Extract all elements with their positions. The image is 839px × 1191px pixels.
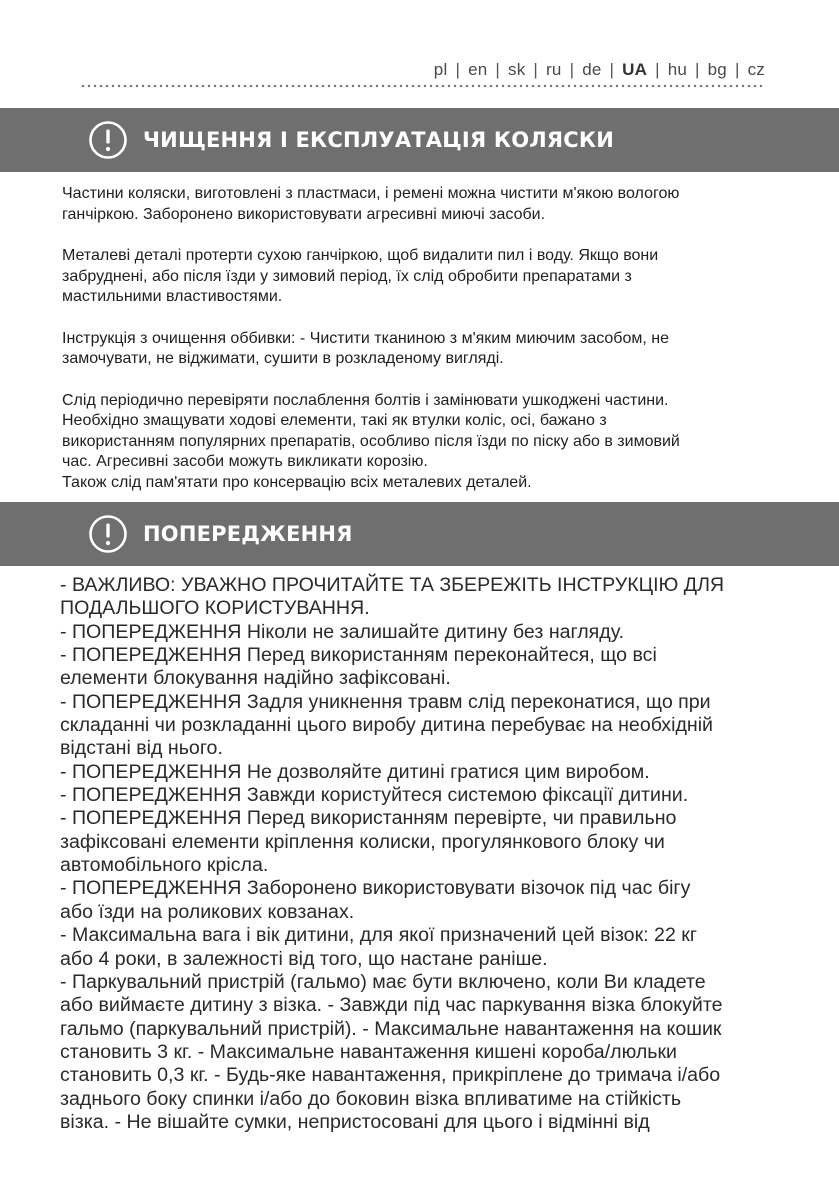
text-line: Необхідно змащувати ходові елементи, такі як втулки коліс, осі, бажано з	[62, 412, 607, 429]
language-separator: |	[569, 60, 575, 79]
language-separator: |	[533, 60, 539, 79]
text-line: складанні чи розкладанні цього виробу дитина перебуває на необхідній	[60, 714, 714, 737]
language-en[interactable]: en	[468, 60, 488, 79]
text-line: час. Агресивні засоби можуть викликати корозію.	[62, 453, 428, 470]
text-line: - ПОПЕРЕДЖЕННЯ Заборонено використовувати візочок під час бігу	[60, 877, 691, 900]
section-title-cleaning: ЧИЩЕННЯ І ЕКСПЛУАТАЦІЯ КОЛЯСКИ	[143, 128, 615, 152]
paragraph	[62, 391, 778, 494]
text-line: ганчіркою. Заборонено використовувати агресивні миючі засоби.	[62, 205, 546, 223]
text-line: або 4 роки, в залежності від того, що настане раніше.	[60, 947, 548, 970]
text-line: - Максимальна вага і вік дитини, для якої призначений цей візок: 22 кг	[60, 924, 697, 947]
language-separator: |	[455, 60, 461, 79]
cleaning-text	[62, 184, 778, 514]
text-line: заднього боку спинки і/або до боковин візка впливатиме на стійкість	[60, 1087, 682, 1110]
text-line: забруднені, або після їзди у зимовий період, їх слід обробити препаратами з	[62, 267, 632, 285]
text-line: використанням популярних препаратів, особливо після їзди по піску або в зимовий	[62, 432, 680, 450]
text-line: Металеві деталі протерти сухою ганчіркою, щоб видалити пил і воду. Якщо вони	[62, 247, 659, 264]
text-line: Слід періодично перевіряти послаблення болтів і замінювати ушкоджені частини.	[62, 391, 669, 409]
text-line: - ПОПЕРЕДЖЕННЯ Завжди користуйтеся системою фіксації дитини.	[60, 784, 689, 807]
text-line: Інструкція з очищення оббивки: - Чистити тканиною з м'яким миючим засобом, не	[62, 329, 669, 347]
text-line: - ПОПЕРЕДЖЕННЯ Перед використанням переконайтеся, що всі	[60, 644, 657, 667]
language-separator: |	[609, 60, 615, 79]
text-line: відстані від нього.	[60, 737, 223, 760]
language-selector	[434, 60, 765, 80]
dotted-divider	[80, 84, 766, 88]
text-line: Також слід пам'ятати про консервацію всіх металевих деталей.	[62, 473, 532, 491]
language-separator: |	[695, 60, 700, 79]
text-line: мастильними властивостями.	[62, 288, 283, 305]
text-line: становить 3 кг. - Максимальне навантаження кишені короба/люльки	[60, 1040, 677, 1063]
text-line: елементи блокування надійно зафіксовані.	[60, 667, 451, 690]
language-ru[interactable]: ru	[546, 60, 562, 79]
language-pl[interactable]: pl	[433, 60, 448, 79]
text-line: або їзди на роликових ковзанах.	[60, 900, 355, 923]
text-line: - ПОПЕРЕДЖЕННЯ Перед використанням перевірте, чи правильно	[60, 807, 677, 830]
language-de[interactable]: de	[582, 60, 602, 79]
text-line: замочувати, не віджимати, сушити в розкладеному вигляді.	[62, 350, 504, 367]
paragraph	[62, 184, 778, 225]
language-cz[interactable]: cz	[747, 60, 765, 79]
text-line: гальмо (паркувальний пристрій). - Максимальне навантаження на кошик	[60, 1017, 722, 1040]
text-line: - Паркувальний пристрій (гальмо) має бути включено, коли Ви кладете	[60, 970, 706, 993]
language-ua-current[interactable]: UA	[622, 60, 648, 79]
text-line: зафіксовані елементи кріплення колиски, прогулянкового блоку чи	[60, 830, 665, 853]
text-line: візка. - Не вішайте сумки, непристосовані для цього і відмінні від	[60, 1110, 650, 1133]
language-separator: |	[734, 60, 740, 79]
language-separator: |	[655, 60, 660, 79]
exclamation-circle-icon	[88, 514, 128, 554]
language-separator: |	[495, 60, 500, 79]
warning-text	[60, 574, 796, 1134]
language-sk[interactable]: sk	[508, 60, 526, 79]
exclamation-circle-icon	[88, 120, 128, 160]
language-hu[interactable]: hu	[667, 60, 688, 79]
text-line: - ПОПЕРЕДЖЕННЯ Задля уникнення травм слід переконатися, що при	[60, 690, 711, 713]
paragraph	[62, 246, 778, 308]
text-line: - ПОПЕРЕДЖЕННЯ Ніколи не залишайте дитину без нагляду.	[60, 620, 625, 643]
text-line: - ПОПЕРЕДЖЕННЯ Не дозволяйте дитині гратися цим виробом.	[60, 760, 650, 783]
section-header-cleaning	[0, 108, 839, 172]
section-header-warning	[0, 502, 839, 566]
section-title-warning: ПОПЕРЕДЖЕННЯ	[143, 522, 353, 546]
text-line: ПОДАЛЬШОГО КОРИСТУВАННЯ.	[60, 597, 370, 620]
text-line: автомобільного крісла.	[60, 854, 269, 877]
text-line: становить 0,3 кг. - Будь-яке навантаження, прикріплене до тримача і/або	[60, 1064, 721, 1087]
text-line: або виймаєте дитину з візка. - Завжди під час паркування візка блокуйте	[60, 994, 723, 1017]
language-bg[interactable]: bg	[707, 60, 727, 79]
text-line: - ВАЖЛИВО: УВАЖНО ПРОЧИТАЙТЕ ТА ЗБЕРЕЖІТЬ ІНСТРУКЦІЮ ДЛЯ	[60, 574, 725, 596]
text-line: Частини коляски, виготовлені з пластмаси, і ремені можна чистити м'якою вологою	[62, 185, 680, 202]
paragraph	[62, 329, 778, 370]
